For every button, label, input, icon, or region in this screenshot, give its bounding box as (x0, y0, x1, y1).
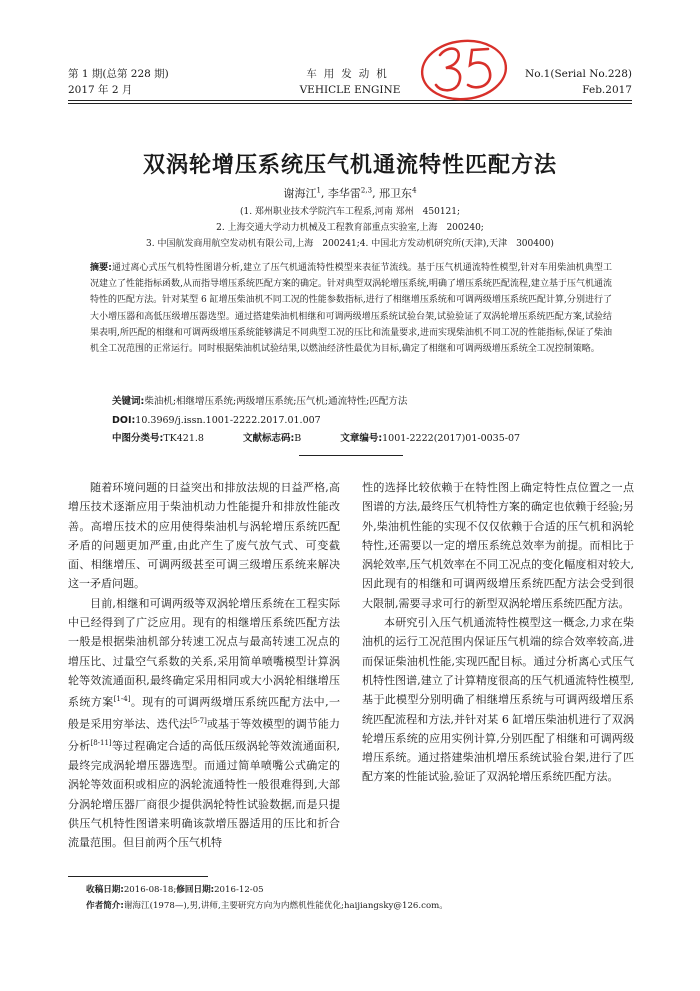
doi (112, 414, 321, 428)
received-label: 收稿日期: (86, 885, 124, 895)
body-column-left (68, 478, 340, 853)
body-paragraph-continued: 性的选择比较依赖于在特性图上确定特性点位置之一点图谱的方法,最终压气机特性方案的确定也依赖于经验;另外,柴油机性能的实现不仅仅依赖于合适的压气机和涡轮特性,还需要以一定的增压系统总效率为前提。而相比于涡轮效率,压气机效率在不同工况点的变化幅度相对较大,因此现有的相继和可调两级增压系统匹配方法会受到很大限制,需要寻求可行的新型双涡轮增压系统匹配方法。 (362, 481, 634, 610)
body-paragraph: 随着环境问题的日益突出和排放法规的日益严格,高增压技术逐渐应用于柴油机动力性能提升和排放性能改善。高增压技术的应用使得柴油机与涡轮增压系统匹配矛盾的问题更加严重,由此产生了废气放气式、可变截面、相继增压、可调两级甚至可调三级增压系统来解决这一矛盾问题。 (68, 481, 340, 591)
header-journal-en: VEHICLE ENGINE (299, 84, 401, 96)
article-title: 双涡轮增压系统压气机通流特性匹配方法 (142, 153, 557, 178)
keywords-text: 柴油机;相继增压系统;两级增压系统;压气机;通流特性;匹配方法 (144, 396, 408, 407)
author-affiliation-mark: 2,3 (360, 186, 373, 195)
revised-label: 修回日期: (176, 885, 215, 895)
author-list: 谢海江$^1$, 李华雷$^{2,3}$, 邢卫东$^4$ (283, 186, 417, 200)
body-text: 目前,相继和可调两级等双涡轮增压系统在工程实际中已经得到了广泛应用。现有的相继增压系统匹配方法一般是根据柴油机部分转速工况点与最高转速工况点的增压比、过量空气系数的关系,采用简单喷嘴模型计算涡轮等效流通面积,最终确定采用相同或大小涡轮相继增压系统方案 (68, 596, 340, 709)
clc-label: 中图分类号: (112, 433, 164, 444)
author-name: 李华雷 (327, 187, 361, 200)
header-serial-info (525, 66, 632, 98)
author-name: 邢卫东 (379, 187, 413, 200)
header-date-en: Feb.2017 (582, 84, 632, 96)
revised-date: 2016-12-05 (214, 885, 264, 895)
author-bio-label: 作者简介: (86, 901, 124, 911)
author-affiliation-mark: 4 (412, 186, 417, 195)
header-date: 2017 年 2 月 (68, 84, 133, 96)
author-affiliation-mark: 1 (316, 186, 321, 195)
affiliation-line: 2. 上海交通大学动力机械及工程教育部重点实验室,上海 200240; (216, 223, 484, 233)
section-divider (299, 455, 403, 456)
doi-value: 10.3969/j.issn.1001-2222.2017.01.007 (135, 415, 321, 426)
body-text: 。现有的可调两级增压系统匹配方法中,一般是采用穷举法、迭代法 (68, 695, 340, 731)
article-label: 文章编号: (340, 433, 383, 444)
classification-line (112, 432, 556, 446)
header-rule-thin (68, 103, 632, 104)
body-text: 等过程确定合适的高低压级涡轮等效流通面积,最终完成涡轮增压器选型。而通过简单喷嘴公式确定的涡轮等效面积或相应的涡轮流通特性一般很难得到,大部分涡轮增压器厂商很少提供涡轮特性试验数据,而是只提供压气机特性图谱来明确该款增压器适用的压比和折合流量范围。但目前两个压气机特 (68, 739, 341, 850)
article-number (340, 433, 538, 444)
handwritten-page-number-mark (418, 33, 514, 105)
body-paragraph (68, 594, 340, 853)
citation-ref: [1-4] (113, 695, 131, 704)
doc-value: B (294, 433, 302, 444)
abstract-text: 通过离心式压气机特性图谱分析,建立了压气机通流特性模型来表征节流线。基于压气机通流特性模型,针对车用柴油机典型工况建立了性能指标函数,从而指导增压系统匹配方案的确定。针对典型双涡轮增压系统,明确了增压系统匹配流程,建立基于压气机通流特性的匹配方法。针对某型 6 缸增压柴油机不同工况的性能参数指标,进行了相继增压系统和可调两级增压系统匹配计算,分别进行了大小增压器和高低压级增压器选型。通过搭建柴油机相继和可调两级增压系统试验台架,试验验证了双涡轮增压系统匹配方案,试验结果表明,所匹配的相继和可调两级增压系统能够满足不同典型工况的压比和流量要求,进而实现柴油机不同工况的性能指标,保证了柴油机全工况范围的正常运行。同时根据柴油机试验结果,以燃油经济性最优为目标,确定了相继和可调两级增压系统全工况控制策略。 (90, 263, 612, 355)
header-issue: 第 1 期(总第 228 期) (68, 68, 169, 80)
header-rule (68, 100, 632, 101)
citation-ref: [5-7] (190, 717, 207, 726)
received-date: 2016-08-18 (123, 885, 174, 895)
header-serial: No.1(Serial No.228) (525, 68, 632, 80)
affiliation-line: 3. 中国航发商用航空发动机有限公司,上海 200241;4. 中国北方发动机研究所(天津),天津 300400) (146, 239, 554, 249)
citation-ref: [8-11] (90, 739, 112, 748)
article-value: 1001-2222(2017)01-0035-07 (382, 433, 521, 444)
doc-label: 文献标志码: (242, 433, 295, 444)
footnote-dates: 收稿日期:2016-08-18;修回日期:2016-12-05 (86, 885, 264, 895)
keywords (112, 395, 407, 409)
affiliation-line: (1. 郑州职业技术学院汽车工程系,河南 郑州 450121; (239, 207, 461, 217)
doi-label: DOI: (112, 415, 136, 426)
header-journal-cn: 车用发动机 (306, 68, 394, 80)
clc-value: TK421.8 (163, 433, 204, 444)
keywords-label: 关键词: (112, 396, 145, 407)
author-bio-text: 谢海江(1978—),男,讲师,主要研究方向为内燃机性能优化;haijiangsky@126.com。 (123, 901, 448, 911)
body-column-right (362, 478, 634, 787)
footnote-rule (68, 876, 208, 877)
body-text: 或基于等效模型的调节能力分析 (68, 717, 341, 753)
author-name: 谢海江 (283, 187, 317, 200)
footnote-author (86, 900, 448, 912)
body-paragraph: 本研究引入压气机通流特性模型这一概念,力求在柴油机的运行工况范围内保证压气机端的综合效率较高,进而保证柴油机性能,实现匹配目标。通过分析离心式压气机特性图谱,建立了计算精度很高的压气机通流特性模型,基于此模型分别明确了相继增压系统与可调两级增压系统匹配流程和方法,并针对某 6 缸增压柴油机进行了双涡轮增压系统的应用实例计算,分别匹配了相继和可调两级增压系统。通过搭建柴油机增压系统试验台架,进行了匹配方案的性能试验,验证了双涡轮增压系统匹配方法。 (362, 616, 634, 784)
abstract (90, 260, 612, 357)
clc-code (112, 433, 222, 444)
abstract-label: 摘要: (90, 263, 112, 273)
document-code (243, 433, 319, 444)
